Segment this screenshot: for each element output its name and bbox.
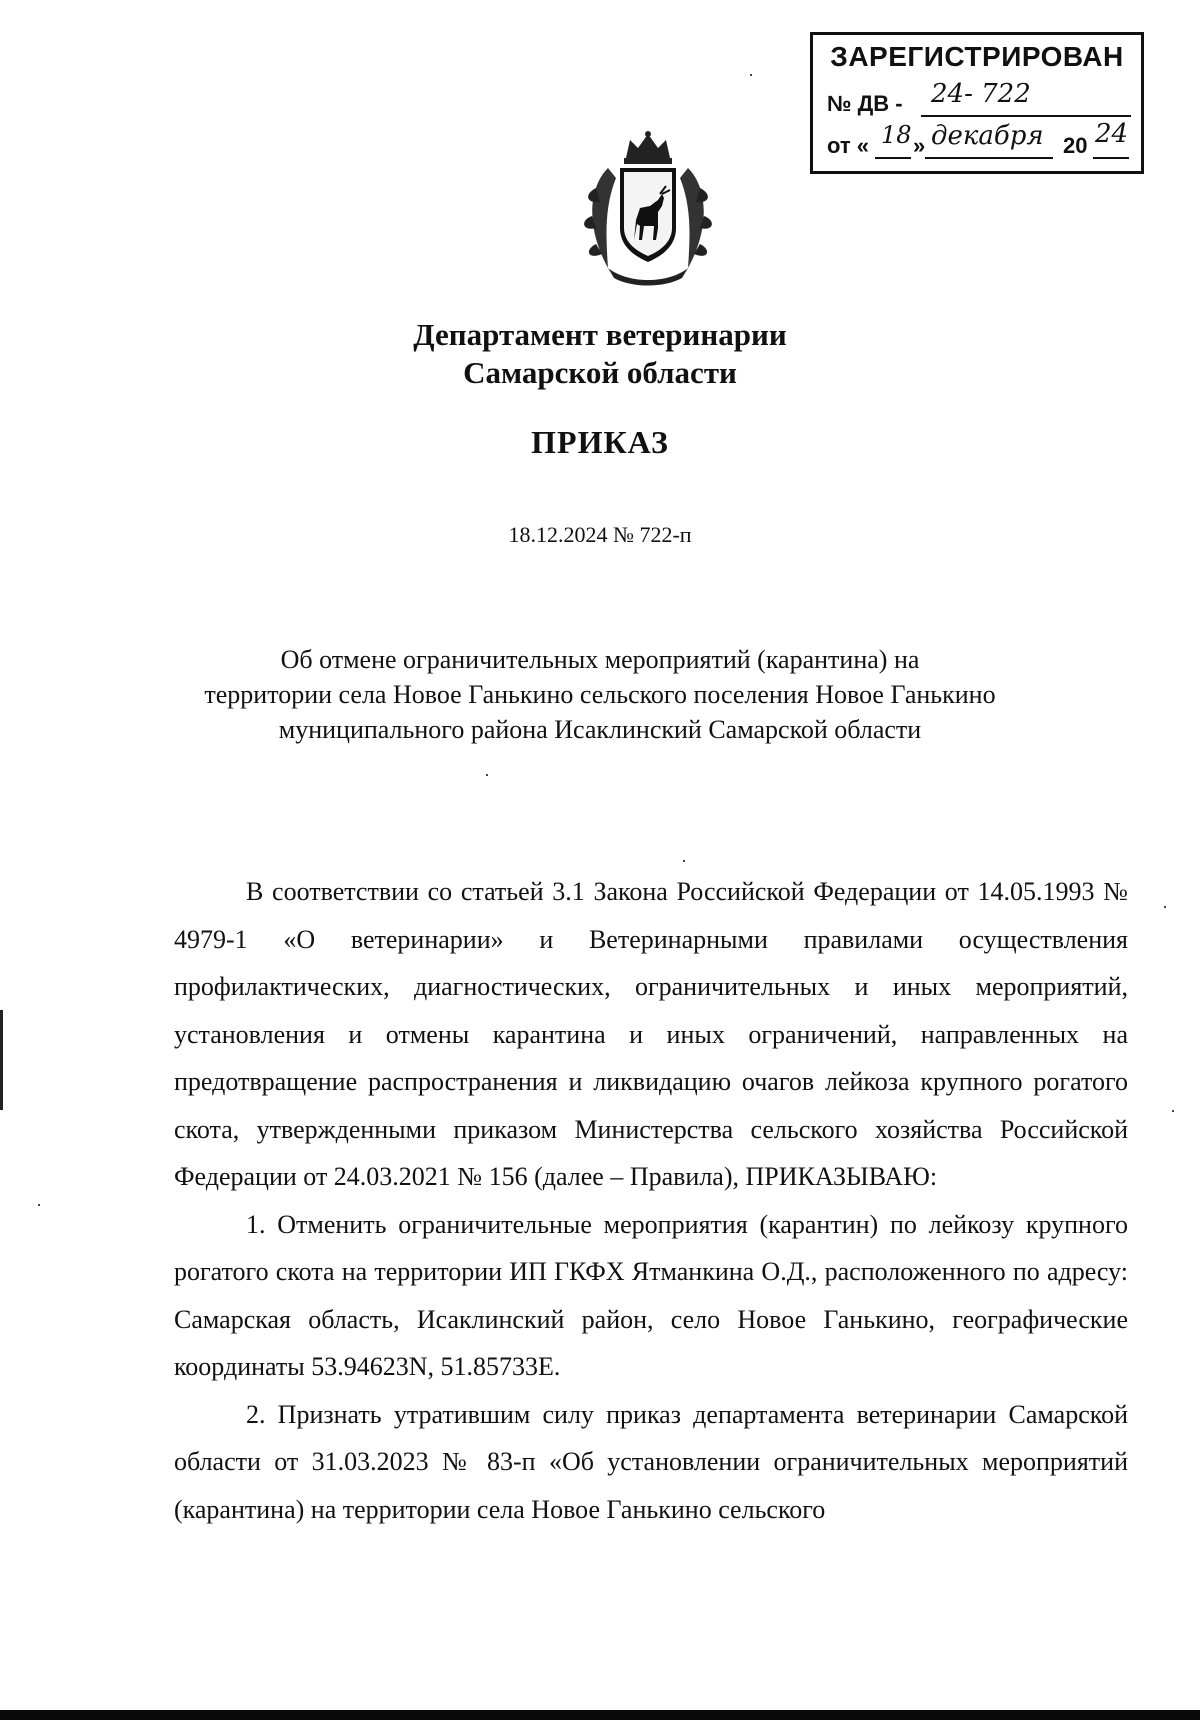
scan-speck [1164, 906, 1166, 908]
scan-speck [1172, 1110, 1174, 1112]
stamp-date-year-prefix: 20 [1063, 133, 1088, 158]
stamp-date-line [827, 133, 869, 159]
stamp-number-handwritten: 24- 722 [931, 79, 1031, 109]
stamp-year-underline [1093, 157, 1129, 159]
stamp-date-prefix: от « [827, 133, 870, 158]
stamp-date-mid: » [913, 133, 926, 158]
subject-line-2: территории села Новое Ганькино сельского поселения Новое Ганькино [204, 680, 996, 709]
order-item-2: 2. Признать утратившим силу приказ департамента ветеринарии Самарской области от 31.03.2023 № 83-п «Об установлении ограничительных мероприятий (карантина) на территории села Новое Ганькино сельского [174, 1399, 1128, 1524]
document-body [174, 868, 1128, 1533]
scan-edge-bottom [0, 1710, 1200, 1720]
stamp-month-underline [925, 157, 1053, 159]
stamp-title: ЗАРЕГИСТРИРОВАН [830, 41, 1124, 72]
stamp-number-line [827, 91, 903, 117]
stamp-date-year-suffix: 24 [1095, 119, 1129, 149]
department-name-line1: Департамент ветеринарии [413, 317, 787, 352]
document-date-number: 18.12.2024 № 722-п [508, 522, 692, 547]
preamble-paragraph: В соответствии со статьей 3.1 Закона Российской Федерации от 14.05.1993 № 4979-1 «О ветеринарии» и Ветеринарными правилами осуществления профилактических, диагностических, ограничительных и иных мероприятий, установления и отмены карантина и иных ограничений, направленных на предотвращение распространения и ликвидацию очагов лейкоза крупного рогатого скота, утвержденными приказом Министерства сельского хозяйства Российской Федерации от 24.03.2021 № 156 (далее – Правила), ПРИКАЗЫВАЮ: [174, 877, 1128, 1191]
department-name-line2: Самарской области [463, 355, 737, 390]
subject-line-1: Об отмене ограничительных мероприятий (карантина) на [280, 645, 920, 674]
scan-speck [38, 1204, 40, 1206]
stamp-day-underline [875, 157, 911, 159]
stamp-number-underline [921, 115, 1131, 117]
registration-stamp [810, 32, 1144, 174]
scan-speck [486, 774, 488, 776]
scan-speck [683, 860, 685, 862]
document-subject [150, 642, 1050, 747]
scan-edge-mark [0, 1010, 3, 1110]
stamp-date-day: 18 [881, 121, 912, 149]
subject-line-3: муниципального района Исаклинский Самарской области [278, 715, 922, 744]
stamp-date-month: декабря [931, 121, 1044, 151]
scan-speck [750, 74, 752, 76]
stamp-number-prefix: № ДВ - [827, 91, 903, 116]
samara-coat-of-arms-icon [578, 128, 718, 288]
order-item-1: 1. Отменить ограничительные мероприятия (карантин) по лейкозу крупного рогатого скота на территории ИП ГКФХ Ятманкина О.Д., расположенного по адресу: Самарская область, Исаклинский район, село Новое Ганькино, географические координаты 53.94623N, 51.85733E. [174, 1209, 1128, 1381]
document-type-title: ПРИКАЗ [531, 424, 669, 460]
